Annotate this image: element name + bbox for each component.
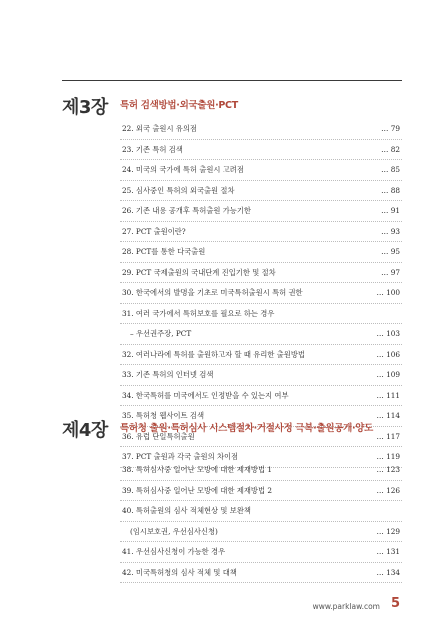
- chapter-title: 특허 검색방법·외국출원·PCT: [120, 100, 238, 111]
- toc-entry-title: 22. 외국 출원시 유의점: [122, 124, 197, 133]
- toc-entry-page: … 111: [376, 390, 400, 400]
- page-number: 5: [390, 596, 400, 611]
- toc-entry-page: … 129: [376, 526, 400, 536]
- toc-entry[interactable]: [120, 181, 402, 202]
- chapter-label: 제3장: [62, 97, 108, 118]
- toc-entry-title: 38. 특허심사중 일어난 모방에 대한 제재방법 1: [122, 465, 272, 474]
- toc-entry[interactable]: [120, 201, 402, 222]
- toc-entry-title: 26. 기존 내용 공개후 특허출원 가능기한: [122, 206, 251, 215]
- toc-entry[interactable]: [120, 563, 402, 584]
- toc-entry[interactable]: [120, 481, 402, 502]
- toc-entry[interactable]: [120, 522, 402, 543]
- top-rule: [62, 80, 402, 81]
- toc-entry[interactable]: [120, 460, 402, 481]
- toc-entry-title: 34. 한국특허를 미국에서도 인정받을 수 있는지 여부: [122, 390, 289, 400]
- toc-entry-title: 31. 여러 국가에서 특허보호를 필요로 하는 경우: [122, 308, 275, 318]
- toc-entry[interactable]: [120, 242, 402, 263]
- toc-entry[interactable]: [120, 324, 402, 345]
- toc-entry[interactable]: [120, 119, 402, 140]
- chapter-title: 특허청 출원·특허심사 시스템절차·거절사정 극복·출원공개·양도: [120, 423, 374, 434]
- toc-entry-page: … 88: [381, 185, 400, 195]
- toc-entry-title: 32. 여러나라에 특허를 출원하고자 할 때 유리한 출원방법: [122, 349, 305, 359]
- toc-entry-title: 41. 우선심사신청이 가능한 경우: [122, 547, 226, 556]
- toc-entry[interactable]: [120, 263, 402, 284]
- toc-entry[interactable]: [120, 304, 402, 325]
- toc-entry-title: 23. 기존 특허 검색: [122, 144, 183, 154]
- toc-entry-title: – 우선권주장, PCT: [130, 329, 192, 338]
- toc-entry-page: … 91: [381, 206, 400, 215]
- toc-entry-page: … 123: [376, 465, 400, 474]
- toc-entry-page: … 109: [376, 370, 400, 379]
- toc-entry-title: 42. 미국특허청의 심사 적체 및 대책: [122, 567, 237, 577]
- toc-entry-title: 30. 한국에서의 발명을 기초로 미국특허출원시 특허 권한: [122, 288, 303, 297]
- toc-entry-title: (임시보호권, 우선심사신청): [130, 526, 218, 536]
- toc-entry-page: … 126: [376, 485, 400, 495]
- toc-entry-page: … 97: [381, 267, 400, 277]
- toc-entry-page: … 93: [381, 226, 400, 236]
- toc-entry-page: … 134: [376, 567, 400, 577]
- chapter-label: 제4장: [62, 420, 108, 441]
- toc-entry-title: 33. 기존 특허의 인터넷 검색: [122, 370, 214, 379]
- toc-entry-page: … 82: [381, 144, 400, 154]
- toc-entry-page: … 117: [376, 431, 400, 441]
- footer-url[interactable]: www.parklaw.com: [312, 602, 380, 611]
- toc-entry-page: … 103: [376, 329, 400, 338]
- toc-entry-page: … 95: [381, 247, 400, 256]
- toc-entry-title: 37. PCT 출원과 각국 출원의 차이점: [122, 452, 239, 461]
- toc-entry-page: … 85: [381, 165, 400, 174]
- toc-list: [120, 460, 402, 583]
- toc-entry[interactable]: [120, 222, 402, 243]
- toc-entry-page: … 79: [381, 124, 400, 133]
- toc-entry[interactable]: [120, 345, 402, 366]
- toc-entry-page: … 131: [376, 547, 400, 556]
- toc-entry-title: 35. 특허청 웹사이트 검색: [122, 411, 205, 420]
- toc-entry[interactable]: [120, 501, 402, 522]
- toc-entry-page: … 100: [376, 288, 400, 297]
- toc-entry-title: 40. 특허출원의 심사 적체현상 및 보완책: [122, 506, 251, 515]
- toc-entry-title: 27. PCT 출원이란?: [122, 226, 186, 236]
- toc-entry[interactable]: [120, 365, 402, 386]
- toc-entry-page: … 114: [376, 411, 400, 420]
- toc-entry[interactable]: [120, 386, 402, 407]
- toc-entry-title: 36. 유럽 단일특허출원: [122, 431, 195, 441]
- toc-entry-title: 24. 미국의 국가에 특허 출원시 고려점: [122, 165, 244, 174]
- toc-entry[interactable]: [120, 160, 402, 181]
- toc-entry-page: … 106: [376, 349, 400, 359]
- toc-entry-title: 39. 특허심사중 일어난 모방에 대한 제재방법 2: [122, 485, 272, 495]
- toc-entry[interactable]: [120, 542, 402, 563]
- toc-entry[interactable]: [120, 140, 402, 161]
- toc-entry[interactable]: [120, 283, 402, 304]
- toc-entry-title: 28. PCT를 통한 다국출원: [122, 247, 206, 256]
- toc-entry-page: … 119: [376, 452, 400, 461]
- toc-entry-title: 25. 심사중인 특허의 외국출원 절차: [122, 185, 235, 195]
- toc-entry-title: 29. PCT 국제출원의 국내단계 진입기한 및 절차: [122, 267, 276, 277]
